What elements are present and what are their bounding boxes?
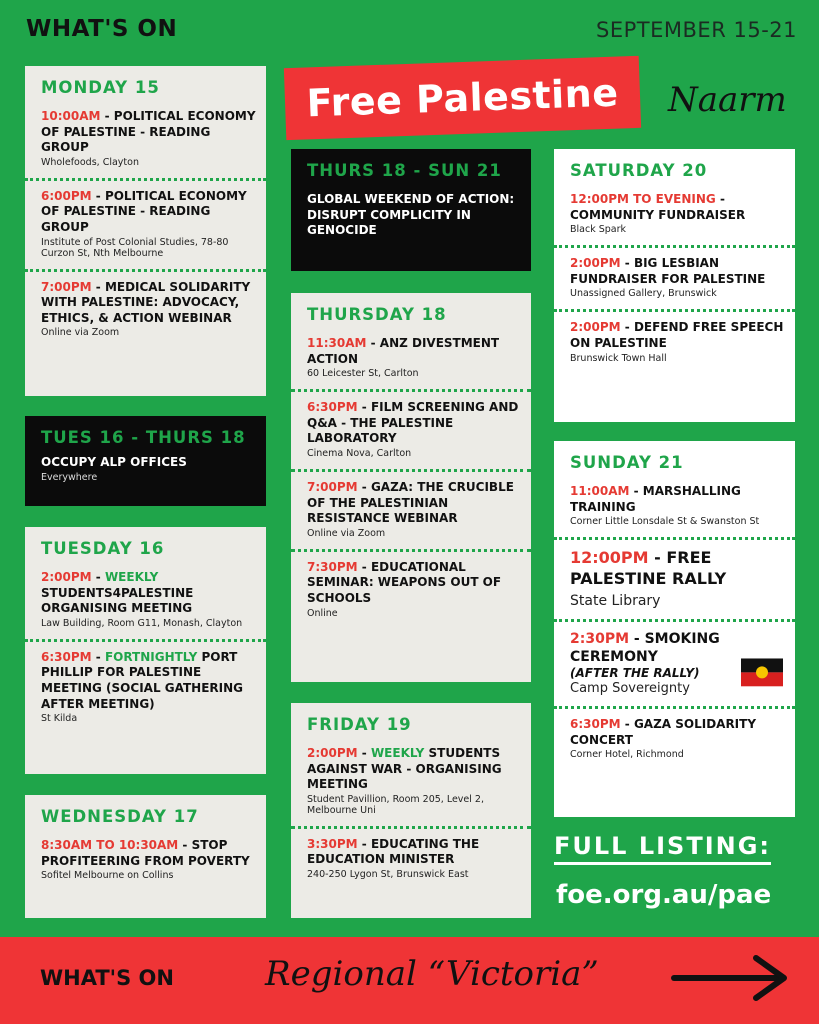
monday-card bbox=[25, 66, 266, 396]
event-item: 10:00AM - POLITICAL ECONOMY OF PALESTINE - READING GROUP Wholefoods, Clayton bbox=[41, 109, 256, 168]
date-range: SEPTEMBER 15-21 bbox=[596, 18, 797, 42]
event-frequency: FORTNIGHTLY bbox=[104, 649, 198, 664]
event-location: Institute of Post Colonial Studies, 78-80 Curzon St, Nth Melbourne bbox=[41, 236, 229, 259]
day-heading: THURS 18 - SUN 21 bbox=[307, 161, 502, 180]
event-title: STOP PROFITEERING FROM POVERTY bbox=[41, 838, 250, 868]
event-item: 12:00PM - FREE PALESTINE RALLY State Library bbox=[554, 537, 795, 619]
event-item: 6:30PM - FORTNIGHTLY PORT PHILLIP FOR PALESTINE MEETING (SOCIAL GATHERING AFTER MEETING) St Kilda bbox=[25, 639, 266, 734]
event-location: Cinema Nova, Carlton bbox=[307, 447, 412, 459]
event-location: Brunswick Town Hall bbox=[570, 352, 667, 364]
event-title: EDUCATING THE EDUCATION MINISTER bbox=[307, 836, 480, 867]
sunday-card bbox=[554, 441, 795, 817]
event-location: Online bbox=[307, 607, 338, 619]
day-heading: MONDAY 15 bbox=[41, 78, 160, 97]
event-title: POLITICAL ECONOMY OF PALESTINE - READING GROUP bbox=[41, 188, 247, 234]
event-location: 60 Leicester St, Carlton bbox=[307, 368, 419, 380]
event-time: 6:00PM bbox=[41, 188, 92, 203]
day-heading: SATURDAY 20 bbox=[570, 161, 708, 180]
event-time: 2:00PM bbox=[570, 320, 621, 335]
day-heading: FRIDAY 19 bbox=[307, 715, 412, 734]
page-title: WHAT'S ON bbox=[26, 16, 178, 42]
wednesday-card bbox=[25, 795, 266, 918]
event-location: Sofitel Melbourne on Collins bbox=[41, 870, 174, 882]
regional-title: Regional “Victoria” bbox=[265, 954, 599, 994]
event-title: OCCUPY ALP OFFICES bbox=[41, 455, 187, 469]
event-title: FILM SCREENING AND Q&A - THE PALESTINE LABORATORY bbox=[307, 400, 519, 446]
event-title: MEDICAL SOLIDARITY WITH PALESTINE: ADVOCACY, ETHICS, & ACTION WEBINAR bbox=[41, 279, 251, 325]
listing-link[interactable]: foe.org.au/pae bbox=[556, 880, 772, 910]
event-location: Black Spark bbox=[570, 224, 627, 236]
occupy-card bbox=[25, 416, 266, 506]
friday-card bbox=[291, 703, 531, 918]
event-title: MARSHALLING TRAINING bbox=[570, 484, 741, 514]
event-time: 11:00AM bbox=[570, 484, 630, 498]
banner-text: Free Palestine bbox=[305, 70, 620, 126]
event-location: Online via Zoom bbox=[307, 527, 386, 539]
event-location: St Kilda bbox=[41, 713, 78, 725]
event-title: EDUCATIONAL SEMINAR: WEAPONS OUT OF SCHOOLS bbox=[307, 559, 502, 605]
location-title: Naarm bbox=[668, 80, 787, 120]
event-time: 7:00PM bbox=[307, 479, 358, 494]
event-item bbox=[25, 451, 266, 493]
event-title: GAZA SOLIDARITY CONCERT bbox=[570, 717, 757, 747]
event-title: POLITICAL ECONOMY OF PALESTINE - READING GROUP bbox=[41, 109, 256, 155]
event-title: GLOBAL WEEKEND OF ACTION: DISRUPT COMPLICITY IN GENOCIDE bbox=[307, 192, 515, 238]
event-item: 2:00PM - DEFEND FREE SPEECH ON PALESTINE Brunswick Town Hall bbox=[554, 309, 795, 373]
event-time: 7:00PM bbox=[41, 279, 92, 294]
event-location: Everywhere bbox=[41, 471, 98, 483]
event-time: 10:00AM bbox=[41, 109, 101, 123]
event-time: 6:30PM bbox=[41, 649, 92, 664]
event-time: 12:00PM TO EVENING bbox=[570, 192, 716, 206]
event-location: Wholefoods, Clayton bbox=[41, 156, 139, 168]
event-title: GAZA: THE CRUCIBLE OF THE PALESTINIAN RESISTANCE WEBINAR bbox=[307, 479, 514, 526]
event-note: (AFTER THE RALLY) bbox=[570, 666, 700, 681]
event-item: 2:00PM - BIG LESBIAN FUNDRAISER FOR PALESTINE Unassigned Gallery, Brunswick bbox=[554, 245, 795, 309]
event-time: 3:30PM bbox=[307, 836, 358, 851]
day-heading: TUESDAY 16 bbox=[41, 539, 165, 558]
event-time: 6:30PM bbox=[307, 400, 358, 415]
event-location: Law Building, Room G11, Monash, Clayton bbox=[41, 617, 243, 629]
event-item: 11:30AM - ANZ DIVESTMENT ACTION 60 Leicester St, Carlton bbox=[291, 328, 531, 389]
event-item: 12:00PM TO EVENING - COMMUNITY FUNDRAISER Black Spark bbox=[554, 184, 795, 245]
event-title: ANZ DIVESTMENT ACTION bbox=[307, 336, 500, 366]
event-location: Corner Little Lonsdale St & Swanston St bbox=[570, 516, 760, 528]
event-frequency: WEEKLY bbox=[370, 746, 425, 760]
event-item: 3:30PM - EDUCATING THE EDUCATION MINISTER 240-250 Lygon St, Brunswick East bbox=[291, 826, 531, 890]
event-title: SMOKING CEREMONY bbox=[570, 630, 720, 665]
event-location: State Library bbox=[570, 592, 661, 609]
event-location: Student Pavillion, Room 205, Level 2, Melbourne Uni bbox=[307, 793, 484, 816]
event-time: 11:30AM bbox=[307, 336, 367, 350]
global-weekend-card bbox=[291, 149, 531, 271]
event-title: STUDENTS4PALESTINE ORGANISING MEETING bbox=[41, 585, 194, 616]
event-time: 2:00PM bbox=[41, 570, 92, 584]
footer-title: WHAT'S ON bbox=[40, 966, 174, 990]
event-time: 2:30PM bbox=[570, 630, 630, 647]
event-title: STUDENTS AGAINST WAR - ORGANISING MEETING bbox=[307, 746, 502, 792]
event-time: 2:00PM bbox=[570, 256, 621, 271]
event-item: 6:30PM - FILM SCREENING AND Q&A - THE PALESTINE LABORATORY Cinema Nova, Carlton bbox=[291, 389, 531, 469]
event-location: 240-250 Lygon St, Brunswick East bbox=[307, 868, 469, 880]
free-palestine-banner bbox=[284, 56, 641, 140]
event-location: Camp Sovereignty bbox=[570, 681, 690, 697]
event-item: 2:00PM - WEEKLY STUDENTS4PALESTINE ORGANISING MEETING Law Building, Room G11, Monash, Clayton bbox=[25, 562, 266, 639]
event-location: Online via Zoom bbox=[41, 327, 120, 339]
event-item: 7:00PM - MEDICAL SOLIDARITY WITH PALESTINE: ADVOCACY, ETHICS, & ACTION WEBINAR Online via Zoom bbox=[25, 269, 266, 349]
event-title: DEFEND FREE SPEECH ON PALESTINE bbox=[570, 320, 784, 350]
event-item: 11:00AM - MARSHALLING TRAINING Corner Little Lonsdale St & Swanston St bbox=[554, 476, 795, 537]
day-heading: WEDNESDAY 17 bbox=[41, 807, 199, 826]
day-heading: TUES 16 - THURS 18 bbox=[41, 428, 246, 447]
event-item: 6:00PM - POLITICAL ECONOMY OF PALESTINE - READING GROUP Institute of Post Colonial Studies, 78-80 Curzon St, Nth Melbourne bbox=[25, 178, 266, 269]
event-time: 7:30PM bbox=[307, 559, 358, 574]
event-time: 6:30PM bbox=[570, 717, 621, 732]
event-title: PORT PHILLIP FOR PALESTINE MEETING (SOCIAL GATHERING AFTER MEETING) bbox=[41, 649, 243, 711]
event-location: Corner Hotel, Richmond bbox=[570, 749, 684, 761]
event-item: 6:30PM - GAZA SOLIDARITY CONCERT Corner Hotel, Richmond bbox=[554, 706, 795, 770]
event-item: 7:30PM - EDUCATIONAL SEMINAR: WEAPONS OUT OF SCHOOLS Online bbox=[291, 549, 531, 629]
event-time: 8:30AM TO 10:30AM bbox=[41, 838, 179, 852]
tuesday-card bbox=[25, 527, 266, 774]
event-item: 2:00PM - WEEKLY STUDENTS AGAINST WAR - ORGANISING MEETING Student Pavillion, Room 205, Level 2, Melbourne Uni bbox=[291, 738, 531, 826]
thursday-card bbox=[291, 293, 531, 682]
day-heading: THURSDAY 18 bbox=[307, 305, 447, 324]
event-item bbox=[291, 184, 531, 249]
arrow-right-icon bbox=[670, 952, 792, 1004]
full-listing-label: FULL LISTING: bbox=[554, 832, 771, 865]
event-title: FREE PALESTINE RALLY bbox=[570, 548, 727, 588]
event-title: BIG LESBIAN FUNDRAISER FOR PALESTINE bbox=[570, 256, 766, 286]
day-heading: SUNDAY 21 bbox=[570, 453, 684, 472]
event-item: 2:30PM - SMOKING CEREMONY (AFTER THE RALLY) Camp Sovereignty bbox=[554, 619, 795, 706]
event-time: 12:00PM bbox=[570, 548, 649, 568]
event-frequency: WEEKLY bbox=[104, 570, 159, 584]
event-time: 2:00PM bbox=[307, 746, 358, 760]
saturday-card bbox=[554, 149, 795, 422]
event-item: 8:30AM TO 10:30AM - STOP PROFITEERING FROM POVERTY Sofitel Melbourne on Collins bbox=[25, 830, 266, 891]
event-item: 7:00PM - GAZA: THE CRUCIBLE OF THE PALESTINIAN RESISTANCE WEBINAR Online via Zoom bbox=[291, 469, 531, 549]
event-title: COMMUNITY FUNDRAISER bbox=[570, 207, 746, 222]
event-location: Unassigned Gallery, Brunswick bbox=[570, 288, 717, 300]
aboriginal-flag-icon bbox=[741, 658, 783, 686]
